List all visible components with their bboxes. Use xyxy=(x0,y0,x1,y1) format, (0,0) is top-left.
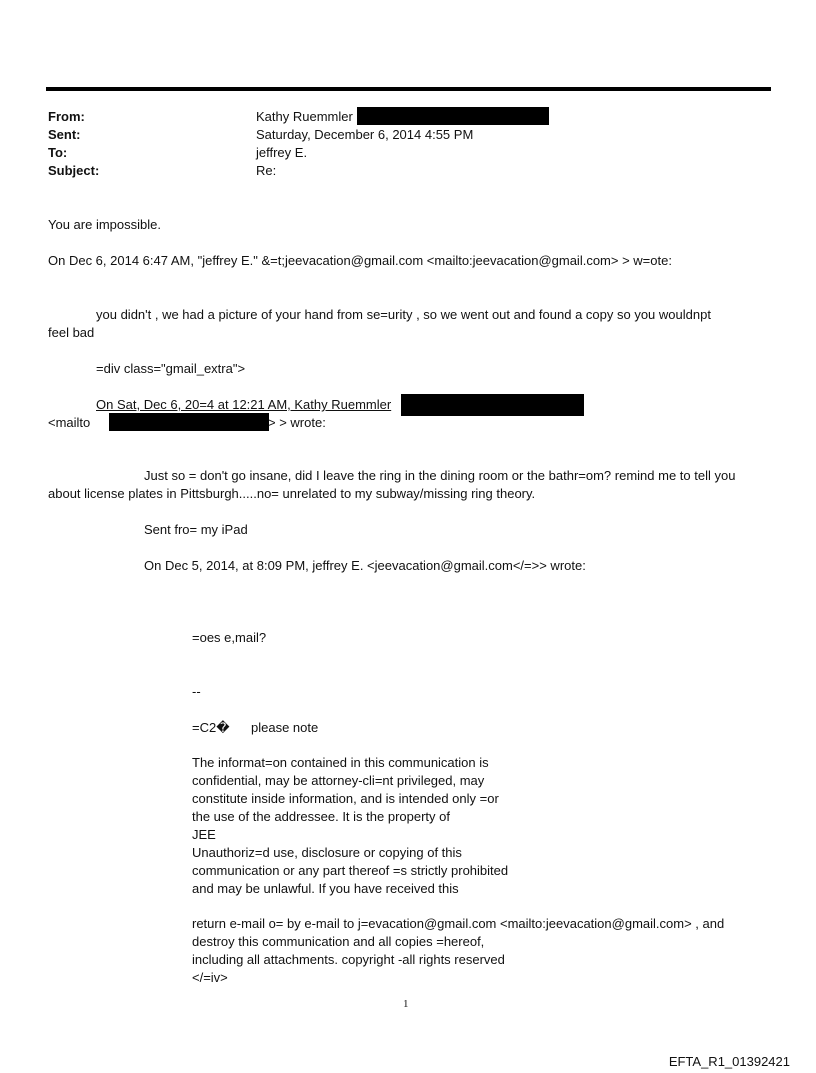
body-line: On Dec 6, 2014 6:47 AM, "jeffrey E." &=t;jeevacation@gmail.com <mailto:jeevacation@gmail.com> > w=ote: xyxy=(48,253,672,268)
closing-line: return e-mail o= by e-mail to j=evacation@gmail.com <mailto:jeevacation@gmail.com> , and xyxy=(192,916,725,931)
disclaimer-line: Unauthoriz=d use, disclosure or copying of this xyxy=(192,845,462,860)
sent-label: Sent: xyxy=(48,127,81,142)
wrote-text: > > wrote: xyxy=(268,415,326,430)
disclaimer-line: JEE xyxy=(192,827,216,842)
closing-block xyxy=(192,915,724,987)
quoted-line: feel bad xyxy=(48,325,95,340)
sent-value: Saturday, December 6, 2014 4:55 PM xyxy=(256,127,474,142)
redaction-box xyxy=(401,394,584,416)
quoted-line: about license plates in Pittsburgh.....no= unrelated to my subway/missing ring theory. xyxy=(48,486,536,501)
quoted-line: On Sat, Dec 6, 20=4 at 12:21 AM, Kathy Ruemmler xyxy=(96,397,392,412)
subject-value: Re: xyxy=(256,163,277,178)
disclaimer-line: The informat=on contained in this communication is xyxy=(192,755,489,770)
mailto-text: <mailto xyxy=(48,415,91,430)
page-number: 1 xyxy=(403,998,409,1010)
quoted-line: =div class="gmail_extra"> xyxy=(96,361,246,376)
closing-line: destroy this communication and all copies =hereof, xyxy=(192,934,485,949)
to-value: jeffrey E. xyxy=(256,145,308,160)
quoted-line: -- xyxy=(192,684,201,699)
quoted-line: Just so = don't go insane, did I leave the ring in the dining room or the bathr=om? remind me to tell you xyxy=(144,468,736,483)
quoted-line: please note xyxy=(251,720,319,735)
disclaimer-line: communication or any part thereof =s strictly prohibited xyxy=(192,863,509,878)
quoted-line: On Dec 5, 2014, at 8:09 PM, jeffrey E. <jeevacation@gmail.com</=>> wrote: xyxy=(144,558,586,573)
disclaimer-line: constitute inside information, and is intended only =or xyxy=(192,791,499,806)
redaction-box xyxy=(109,413,269,431)
quoted-line: Sent fro= my iPad xyxy=(144,522,248,537)
closing-line: </=iv> xyxy=(192,970,228,985)
from-value: Kathy Ruemmler xyxy=(256,109,353,124)
disclaimer-line: the use of the addressee. It is the property of xyxy=(192,809,450,824)
disclaimer-block xyxy=(192,754,508,898)
quoted-line: =oes e,mail? xyxy=(192,630,267,645)
body-line: You are impossible. xyxy=(48,217,161,232)
disclaimer-line: and may be unlawful. If you have received this xyxy=(192,881,459,896)
redaction-box xyxy=(357,107,549,125)
document-id: EFTA_R1_01392421 xyxy=(668,1054,790,1069)
disclaimer-line: confidential, may be attorney-cli=nt privileged, may xyxy=(192,773,485,788)
to-label: To: xyxy=(48,145,68,160)
quoted-line: =C2� xyxy=(192,720,230,735)
closing-line: including all attachments. copyright -all rights reserved xyxy=(192,952,505,967)
quoted-line: you didn't , we had a picture of your hand from se=urity , so we went out and found a copy so you wouldnpt xyxy=(96,307,711,322)
header-rule xyxy=(46,87,771,91)
from-label: From: xyxy=(48,109,85,124)
subject-label: Subject: xyxy=(48,163,100,178)
